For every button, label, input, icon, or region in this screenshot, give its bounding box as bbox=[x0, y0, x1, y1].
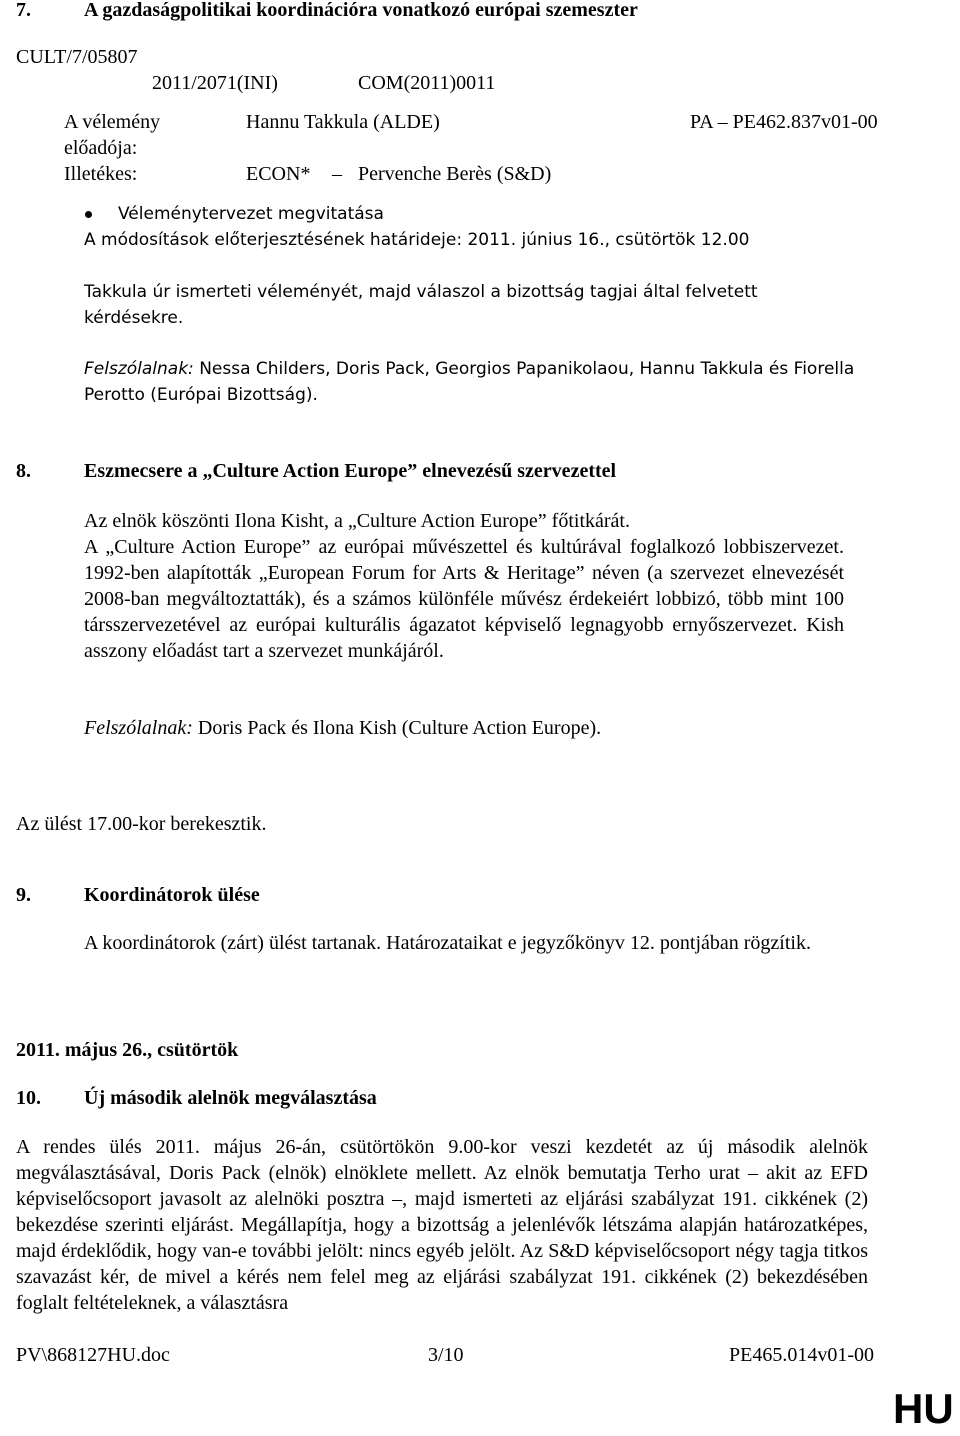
speakers-list: Doris Pack és Ilona Kish (Culture Action Europe). bbox=[197, 717, 602, 739]
com-number: COM(2011)0011 bbox=[358, 72, 496, 94]
bullet-icon bbox=[85, 211, 92, 218]
speakers-label: Felszólalnak: bbox=[84, 717, 193, 739]
section8-paragraph-1: Az elnök köszönti Ilona Kisht, a „Culture Action Europe” főtitkárát. bbox=[84, 510, 630, 532]
competent-person: Pervenche Berès (S&D) bbox=[358, 163, 552, 185]
language-code: HU bbox=[893, 1385, 954, 1432]
bullet-item: Véleménytervezet megvitatása bbox=[118, 204, 384, 224]
section-number: 8. bbox=[16, 460, 31, 482]
section-title: Új második alelnök megválasztása bbox=[84, 1087, 377, 1109]
procedure-ref: CULT/7/05807 bbox=[16, 46, 138, 68]
section10-paragraph: A rendes ülés 2011. május 26-án, csütörtökön 9.00-kor veszi kezdetét az új második alelnök megválasztásával, Doris Pack (elnök) elnöklete mellett. Az elnök bemutatja Terho urat – akit az EFD képviselőcsoport javasolt az alelnöki posztra –, majd ismerteti az eljárási szabályzat 191. cikkének (2) bekezdése szerinti eljárást. Megállapítja, hogy a bizottság a jelenlévők létszáma alapján határozatképes, majd érdeklődik, hogy van-e további jelölt: nincs egyéb jelölt. Az S&D képviselőcsoport négy tagja titkos szavazást kér, de mivel a kérés nem felel meg az eljárási szabályzat 191. cikkének (2) bekezdésében foglalt feltételeknek, a választásra bbox=[16, 1136, 868, 1314]
footer-page: 3/10 bbox=[428, 1344, 464, 1366]
competent-committee: ECON* bbox=[246, 163, 311, 185]
competent-label: Illetékes: bbox=[64, 163, 138, 185]
competent-dash: – bbox=[332, 163, 342, 185]
section8-paragraph-2: A „Culture Action Europe” az európai művészettel és kultúrával foglalkozó lobbiszervezet. 1992-ben alapították „European Forum for Arts & Heritage” néven (a szervezet elnevezését 2008-ban megváltoztatták), és a számos különféle művész érdekeiért lobbizó, több mint 100 társszervezetével az európai kulturális ágazatot képviselő legnagyobb ernyőszervezet. Kish asszony előadást tart a szervezet munkájáról. bbox=[84, 536, 844, 662]
pa-reference: PA – PE462.837v01-00 bbox=[690, 111, 878, 133]
section7-paragraph: Takkula úr ismerteti véleményét, majd válaszol a bizottság tagjai által felvetett kérdésekre. bbox=[84, 282, 758, 328]
section-number: 7. bbox=[16, 0, 31, 21]
section-title: Eszmecsere a „Culture Action Europe” elnevezésű szervezettel bbox=[84, 460, 617, 482]
adjournment-note: Az ülést 17.00-kor berekesztik. bbox=[16, 813, 267, 835]
procedure-number: 2011/2071(INI) bbox=[152, 72, 278, 94]
footer-ref: PE465.014v01-00 bbox=[729, 1344, 874, 1366]
speakers-label: Felszólalnak: bbox=[84, 359, 194, 379]
section-title: Koordinátorok ülése bbox=[84, 884, 260, 906]
section9-paragraph: A koordinátorok (zárt) ülést tartanak. Határozataikat e jegyzőkönyv 12. pontjában rögzítik. bbox=[84, 932, 811, 954]
section7-speakers bbox=[84, 356, 884, 408]
section-number: 10. bbox=[16, 1087, 41, 1109]
section-title: A gazdaságpolitikai koordinációra vonatkozó európai szemeszter bbox=[84, 0, 638, 21]
rapporteur-value: Hannu Takkula (ALDE) bbox=[246, 111, 440, 133]
section-number: 9. bbox=[16, 884, 31, 906]
rapporteur-label: A vélemény előadója: bbox=[64, 111, 161, 159]
speakers-list: Nessa Childers, Doris Pack, Georgios Papanikolaou, Hannu Takkula és Fiorella Perotto (Európai Bizottság). bbox=[84, 359, 855, 405]
section8-speakers bbox=[84, 715, 884, 741]
date-heading: 2011. május 26., csütörtök bbox=[16, 1039, 239, 1061]
footer-doc: PV\868127HU.doc bbox=[16, 1344, 170, 1366]
amendment-deadline: A módosítások előterjesztésének határideje: 2011. június 16., csütörtök 12.00 bbox=[84, 230, 750, 250]
